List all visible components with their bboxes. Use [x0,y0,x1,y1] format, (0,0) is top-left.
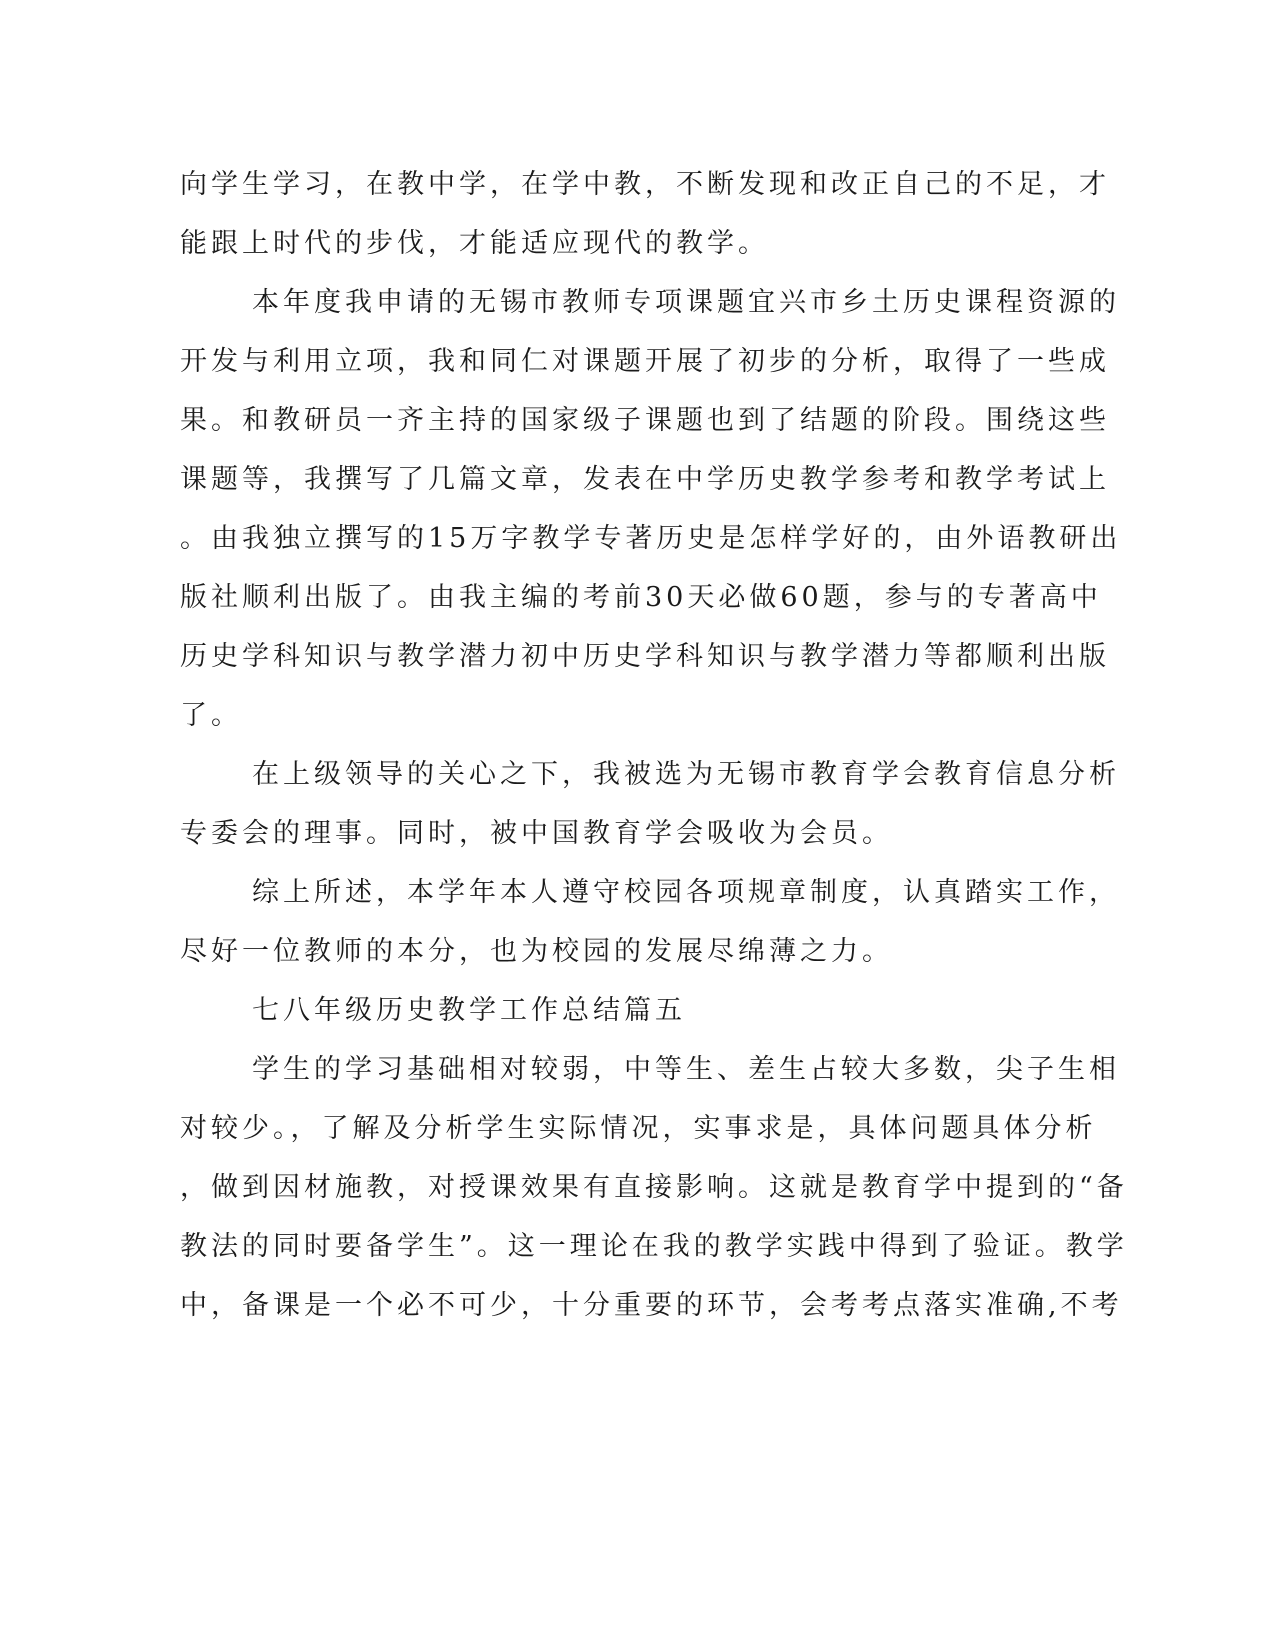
text-line: 了。 [180,700,242,731]
text-line: 果。和教研员一齐主持的国家级子课题也到了结题的阶段。围绕这些 [180,405,1110,436]
text-line: 版社顺利出版了。由我主编的考前30天必做60题，参与的专著高中 [180,582,1102,613]
text-line: 本年度我申请的无锡市教师专项课题宜兴市乡土历史课程资源的 [252,287,1120,318]
text-line: 能跟上时代的步伐，才能适应现代的教学。 [180,228,769,259]
text-line: 学生的学习基础相对较弱，中等生、差生占较大多数，尖子生相 [252,1054,1120,1085]
text-line: ，做到因材施教，对授课效果有直接影响。这就是教育学中提到的“备 [180,1172,1128,1203]
text-line: 对较少。，了解及分析学生实际情况，实事求是，具体问题具体分析 [180,1113,1097,1144]
text-line: 开发与利用立项，我和同仁对课题开展了初步的分析，取得了一些成 [180,346,1110,377]
text-line: 综上所述，本学年本人遵守校园各项规章制度，认真踏实工作， [252,877,1120,908]
section-heading: 七八年级历史教学工作总结篇五 [252,995,686,1026]
text-line: 在上级领导的关心之下，我被选为无锡市教育学会教育信息分析 [252,759,1120,790]
text-line: 历史学科知识与教学潜力初中历史学科知识与教学潜力等都顺利出版 [180,641,1110,672]
text-line: 专委会的理事。同时，被中国教育学会吸收为会员。 [180,818,893,849]
text-line: 。由我独立撰写的15万字教学专著历史是怎样学好的，由外语教研出 [180,523,1122,554]
document-body [180,155,1128,1335]
text-line: 尽好一位教师的本分，也为校园的发展尽绵薄之力。 [180,936,893,967]
text-line: 中，备课是一个必不可少，十分重要的环节，会考考点落实准确,不考 [180,1290,1123,1321]
text-line: 课题等，我撰写了几篇文章，发表在中学历史教学参考和教学考试上 [180,464,1110,495]
text-line: 向学生学习，在教中学，在学中教，不断发现和改正自己的不足，才 [180,169,1110,200]
text-line: 教法的同时要备学生”。这一理论在我的教学实践中得到了验证。教学 [180,1231,1128,1262]
